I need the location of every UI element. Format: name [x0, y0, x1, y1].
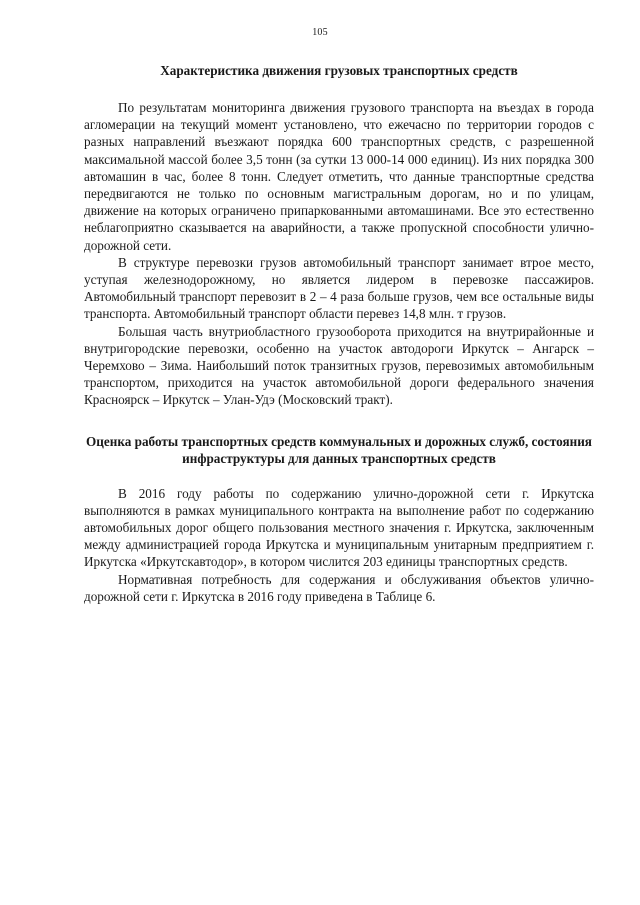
- page-number: 105: [312, 27, 328, 38]
- paragraph: Большая часть внутриобластного грузооборота приходится на внутрирайонные и внутригородские перевозки, особенно на участок автодороги Иркутск – Ангарск – Черемхово – Зима. Наибольший поток транзитных грузов, перевозимых автомобильным транспортом, приходится на участок автомобильной дороги федерального значения Красноярск – Иркутск – Улан-Удэ (Московский тракт).: [84, 323, 594, 408]
- section-heading-freight-traffic: Характеристика движения грузовых транспортных средств: [160, 63, 518, 78]
- paragraph: В структуре перевозки грузов автомобильный транспорт занимает втрое место, уступая железнодорожному, но является лидером в перевозке пассажиров. Автомобильный транспорт перевозит в 2 – 4 раза больше грузов, чем все остальные виды транспорта. Автомобильный транспорт области перевез 14,8 млн. т грузов.: [84, 254, 594, 322]
- section-heading-municipal-services: Оценка работы транспортных средств коммунальных и дорожных служб, состояния инфраструктуры для данных транспортных средств: [86, 433, 592, 466]
- paragraph: В 2016 году работы по содержанию улично-дорожной сети г. Иркутска выполняются в рамках муниципального контракта на выполнение работ по содержанию автомобильных дорог общего пользования местного значения г. Иркутска, заключенным между администрацией города Иркутска и муниципальным унитарным предприятием г. Иркутска «Иркутскавтодор», в котором числится 203 единицы транспортных средств.: [84, 485, 594, 570]
- page-content: [84, 62, 594, 605]
- paragraph: Нормативная потребность для содержания и обслуживания объектов улично-дорожной сети г. Иркутска в 2016 году приведена в Таблице 6.: [84, 571, 594, 604]
- paragraph: По результатам мониторинга движения грузового транспорта на въездах в города агломерации на текущий момент установлено, что ежечасно по территории городов с разных направлений въезжают порядка 600 транспортных средств, с разрешенной максимальной массой более 3,5 тонн (за сутки 13 000-14 000 единиц). Из них порядка 300 автомашин в час, более 8 тонн. Следует отметить, что данные транспортные средства передвигаются не только по основным магистральным дорогам, но и по улицам, движение на которых ограничено припаркованными автомашинами. Все это естественно неблагоприятно сказывается на аварийности, а также пропускной способности улично-дорожной сети.: [84, 100, 594, 253]
